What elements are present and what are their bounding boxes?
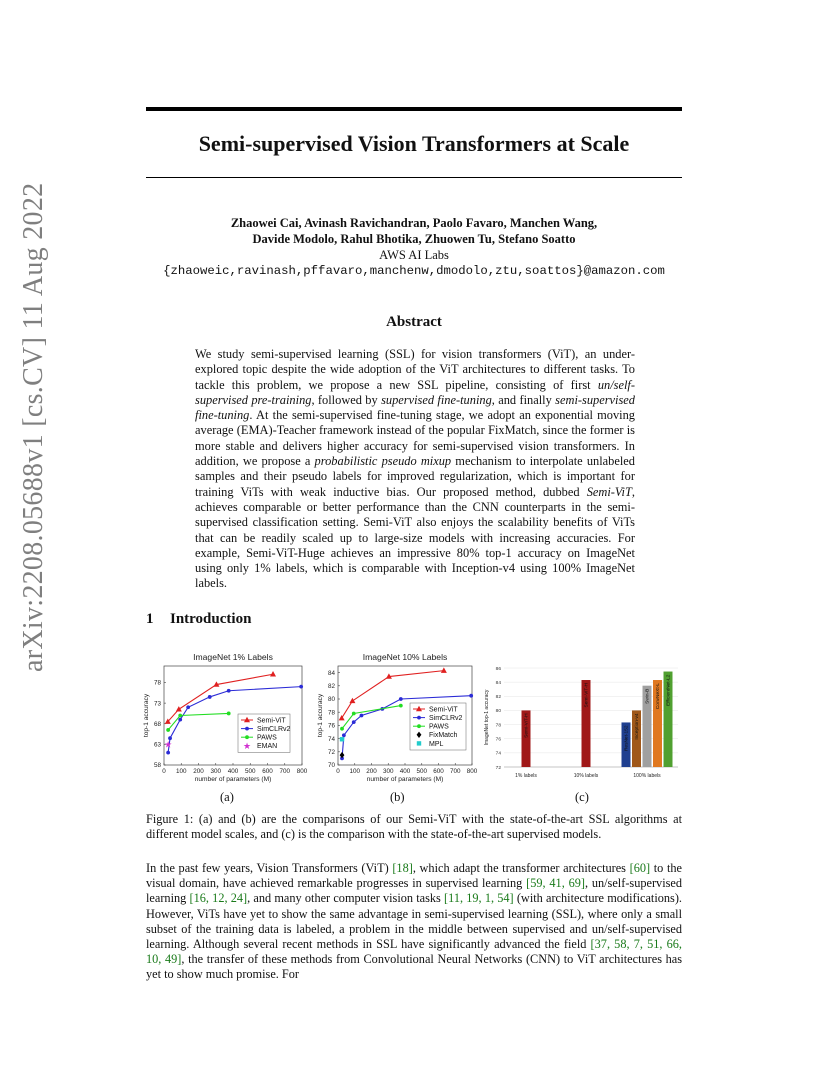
abstract-text: mechanism to interpolate unlabeled samples and their pseudo labels for improved regularization, which is important for training ViTs with weak inductive bias. Our proposed method, dubbed — [195, 454, 636, 499]
x-axis-label: number of parameters (M) — [194, 776, 272, 783]
x-tick-label: 800 — [466, 768, 478, 775]
y-axis-label: top-1 accuracy — [317, 693, 324, 738]
y-tick-label: 58 — [153, 762, 161, 770]
paper-title: Semi-supervised Vision Transformers at Scale — [198, 131, 630, 156]
body-text: to the visual domain, have achieved remarkable progresses in supervised learning — [146, 861, 682, 891]
title-top-rule — [146, 107, 682, 111]
author-emails: {zhaoweic,ravinash,pffavaro,manchenw,dmodolo,ztu,soattos}@amazon.com — [163, 264, 665, 278]
legend-label: MPL — [429, 740, 444, 748]
y-tick-label: 80 — [495, 709, 501, 715]
y-tick-label: 76 — [495, 737, 501, 743]
data-point — [340, 737, 344, 741]
y-tick-label: 76 — [327, 722, 335, 730]
y-tick-label: 74 — [327, 735, 335, 743]
legend-marker — [417, 741, 421, 745]
subfigure-label-b: (b) — [390, 790, 405, 804]
x-tick-label: 400 — [399, 768, 411, 775]
y-tick-label: 70 — [327, 762, 335, 770]
y-tick-label: 82 — [495, 695, 501, 701]
chart-imagenet-10pct — [310, 648, 480, 790]
legend-marker: ★ — [242, 740, 252, 751]
body-text: , and many other computer vision tasks — [247, 891, 445, 906]
chart-imagenet-1pct — [140, 648, 316, 790]
x-tick-label: 0 — [162, 768, 166, 775]
data-point — [178, 718, 182, 722]
data-point — [352, 720, 356, 724]
data-point — [176, 706, 182, 711]
y-tick-label: 84 — [327, 669, 335, 677]
y-tick-label: 86 — [495, 666, 501, 672]
citation-link[interactable]: [37, 58, 7, 51, 66, 10, 49] — [146, 937, 682, 967]
data-point — [208, 695, 212, 699]
data-point — [349, 698, 355, 703]
citation-link[interactable]: [59, 41, 69] — [526, 876, 585, 891]
bar-label: EfficientNet-L2 — [666, 674, 672, 706]
legend-label: PAWS — [257, 734, 277, 742]
group-label: 10% labels — [573, 773, 599, 779]
legend-label: Semi-ViT — [429, 706, 458, 714]
group-label: 1% labels — [515, 773, 537, 779]
authors-line-1: Zhaowei Cai, Avinash Ravichandran, Paolo Favaro, Manchen Wang, — [230, 216, 598, 230]
section-number: 1 — [146, 611, 154, 627]
abstract-emphasis: supervised fine-tuning — [381, 392, 492, 407]
abstract-emphasis: semi-supervised fine-tuning — [195, 392, 636, 423]
legend-label: FixMatch — [429, 732, 458, 740]
x-axis-label: number of parameters (M) — [366, 776, 444, 783]
legend-marker — [245, 735, 249, 739]
abstract-text: , achieves comparable or better performance than the CNN counterparts in the semi-supervised classification setting. Semi-ViT also enjoys the scalability benefits of ViTs that can be readily scaled up to large-size models with increasing accuracies. For example, Semi-ViT-Huge achieves an impressive 80% top-1 accuracy on ImageNet using only 1% labels, which is comparable with Inception-v4 using 100% ImageNet labels. — [195, 484, 635, 591]
abstract-text: , followed by — [311, 392, 382, 407]
intro-paragraph — [146, 861, 682, 983]
y-tick-label: 78 — [327, 709, 335, 717]
abstract-emphasis: Semi-ViT — [586, 484, 632, 499]
chart-title: ImageNet 1% Labels — [193, 652, 273, 662]
x-tick-label: 700 — [279, 768, 291, 775]
abstract-text: , and finally — [491, 392, 556, 407]
abstract-heading: Abstract — [386, 314, 442, 330]
y-tick-label: 84 — [495, 680, 501, 686]
citation-link[interactable]: [18] — [392, 861, 413, 875]
y-tick-label: 73 — [153, 700, 161, 708]
y-tick-label: 82 — [327, 683, 335, 690]
data-point — [441, 667, 447, 672]
legend-label: SimCLRv2 — [429, 715, 463, 722]
affiliation: AWS AI Labs — [379, 248, 449, 262]
group-label: 100% labels — [633, 773, 661, 779]
bar-label: ResNet-152 — [624, 725, 630, 752]
data-point — [166, 751, 170, 755]
data-point — [340, 752, 345, 758]
subfigure-label-a: (a) — [220, 790, 234, 804]
data-point — [178, 714, 182, 718]
y-tick-label: 78 — [495, 723, 501, 729]
title-bottom-rule — [146, 177, 682, 178]
x-tick-label: 600 — [262, 768, 273, 775]
data-point — [399, 704, 403, 708]
y-axis-label: top-1 accuracy — [143, 693, 150, 738]
subfigure-label-c: (c) — [575, 790, 589, 804]
data-point — [299, 685, 303, 689]
legend-marker — [245, 727, 249, 731]
body-text: In the past few years, Vision Transformers (ViT) — [146, 861, 393, 875]
data-point — [227, 712, 231, 716]
bar-label: ConvNeXt-L — [656, 683, 662, 710]
x-tick-label: 300 — [210, 768, 222, 775]
abstract-emphasis: probabilistic pseudo mixup — [314, 454, 452, 469]
data-point — [360, 714, 364, 718]
x-tick-label: 400 — [227, 768, 239, 775]
citation-link[interactable]: [60] — [629, 861, 651, 875]
x-tick-label: 200 — [366, 768, 377, 775]
y-tick-label: 72 — [495, 765, 501, 771]
abstract-body — [195, 347, 635, 592]
x-tick-label: 0 — [336, 768, 340, 775]
chart-supervised-comparison — [478, 660, 684, 784]
series-line — [168, 713, 229, 730]
abstract-emphasis: un/self-supervised pre-training — [195, 377, 635, 407]
x-tick-label: 700 — [449, 768, 461, 775]
x-tick-label: 500 — [416, 768, 428, 775]
data-point — [186, 705, 190, 709]
data-point — [469, 694, 473, 698]
body-text: (with architecture modifications). However, ViTs have yet to show the same advantage in semi-supervised learning (SSL), where only a small subset of the training data is labeled, a problem in the middle between supervised and un/self-supervised learning. Although several recent methods in SSL have significantly advanced the field — [146, 891, 683, 952]
data-point — [342, 733, 346, 737]
body-text: , un/self-supervised learning — [146, 876, 683, 906]
bar-label: Inception-v4 — [635, 713, 641, 740]
x-tick-label: 100 — [175, 768, 187, 775]
y-tick-label: 72 — [327, 749, 335, 756]
data-point — [166, 728, 170, 732]
data-point: ★ — [164, 739, 173, 750]
x-tick-label: 100 — [349, 768, 361, 775]
legend-label: PAWS — [429, 723, 449, 731]
section-title: Introduction — [170, 611, 252, 627]
legend-marker — [417, 716, 421, 720]
y-tick-label: 74 — [495, 751, 501, 757]
y-axis-label: ImageNet top-1 accuracy — [484, 689, 490, 746]
y-tick-label: 63 — [153, 741, 161, 749]
data-point — [340, 727, 344, 731]
x-tick-label: 200 — [193, 768, 204, 775]
y-tick-label: 68 — [153, 720, 161, 728]
data-point — [270, 671, 276, 676]
arxiv-side-stamp: arXiv:2208.05688v1 [cs.CV] 11 Aug 2022 — [18, 182, 49, 672]
chart-title: ImageNet 10% Labels — [362, 652, 448, 662]
data-point — [399, 697, 403, 701]
figure-caption: Figure 1: (a) and (b) are the comparisons of our Semi-ViT with the state-of-the-art SSL algorithms at different model scales, and (c) is the comparison with the state-of-the-art supervised models. — [146, 812, 682, 841]
legend-label: Semi-ViT — [257, 717, 286, 725]
abstract-text: We study semi-supervised learning (SSL) for vision transformers (ViT), an under-explored topic despite the wide adoption of the ViT architectures to different tasks. To tackle this problem, we propose a new SSL pipeline, consisting of first — [195, 347, 635, 392]
authors-line-2: Davide Modolo, Rahul Bhotika, Zhuowen Tu, Stefano Soatto — [252, 232, 576, 246]
legend-label: SimCLRv2 — [257, 726, 291, 733]
data-point — [227, 689, 231, 693]
author-block — [146, 215, 682, 279]
x-tick-label: 600 — [433, 768, 444, 775]
citation-link[interactable]: [11, 19, 1, 54] — [444, 891, 514, 906]
section-heading — [146, 611, 251, 628]
legend-marker — [417, 724, 421, 728]
bar-label: Semi-ViT-H — [584, 683, 590, 708]
body-text: , which adapt the transformer architectures — [412, 861, 630, 875]
y-tick-label: 80 — [327, 696, 335, 704]
x-tick-label: 300 — [382, 768, 394, 775]
x-tick-label: 500 — [244, 768, 256, 775]
bar-label: Semi-ViT-H — [524, 713, 530, 738]
x-tick-label: 800 — [296, 768, 308, 775]
legend-label: EMAN — [257, 743, 278, 751]
y-tick-label: 78 — [153, 679, 161, 687]
bar-label: Swin-B — [645, 688, 651, 704]
abstract-text: . At the semi-supervised fine-tuning stage, we adopt an exponential moving average (EMA)-Teacher framework instead of the popular FixMatch, since the former is more stable and delivers higher accuracy for semi-supervised vision transformers. In addition, we propose a — [195, 408, 635, 469]
data-point — [352, 712, 356, 716]
citation-link[interactable]: [16, 12, 24] — [189, 891, 248, 906]
body-text: , the transfer of these methods from Convolutional Neural Networks (CNN) to ViT architectures has yet to show much promise. For — [146, 952, 682, 982]
